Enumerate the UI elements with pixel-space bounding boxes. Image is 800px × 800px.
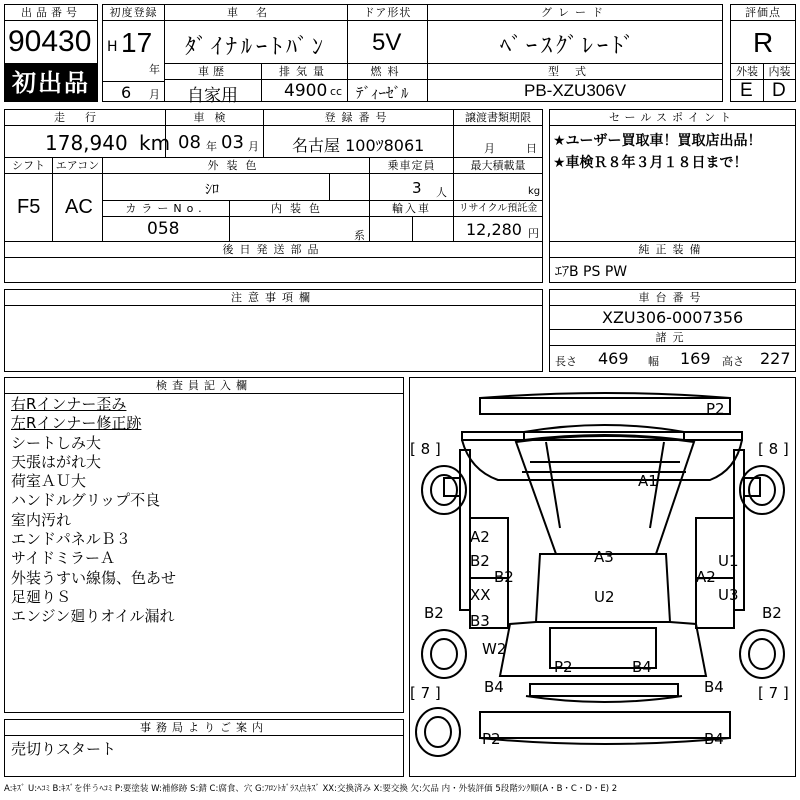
chassis-cell: [549, 305, 796, 330]
map-label-b4-mid: B4: [632, 658, 652, 676]
chassis: XZU306-0007356: [602, 308, 744, 327]
displacement: 4900: [284, 81, 328, 101]
inspector-line-2: 左Rインナー修正跡: [11, 414, 142, 433]
chassis-label: 車台番号: [549, 289, 796, 306]
ac-label: エアコン: [52, 157, 103, 174]
score-cell: [730, 20, 796, 64]
listing-no-label: 出品番号: [21, 6, 81, 19]
plate: 名古屋 100ﾂ8061: [292, 136, 425, 155]
ac-cell: [52, 173, 103, 242]
height: 227: [760, 349, 791, 368]
capacity-label: 乗車定員: [369, 157, 454, 174]
inspector-notes: [4, 393, 404, 713]
equipment-cell: [549, 257, 796, 283]
damage-map: [409, 377, 796, 777]
payload-unit: kg: [528, 186, 541, 197]
grade-label: グレード: [427, 4, 723, 21]
caution-cell: [4, 305, 543, 372]
fuel-label: 燃料: [347, 63, 428, 80]
plate-cell: [263, 125, 454, 158]
width-label: 幅: [648, 355, 659, 368]
score: R: [753, 27, 774, 58]
map-label-a2-right: A2: [696, 568, 716, 586]
inspector-line-5: 荷室ＡＵ大: [11, 472, 87, 491]
inspector-line-6: ハンドルグリップ不良: [11, 491, 161, 510]
model-label: 型式: [427, 63, 723, 80]
reg-cell: [102, 20, 165, 82]
mileage-cell: [4, 125, 171, 158]
shift: F5: [17, 196, 41, 218]
map-label-a3: A3: [594, 548, 614, 566]
exterior-label: 外装: [730, 63, 764, 80]
transfer-month-unit: 月: [484, 142, 495, 155]
map-label-a2-left: A2: [470, 528, 490, 546]
length: 469: [598, 349, 629, 368]
recycle-label: リサイクル預託金: [453, 200, 543, 217]
exterior-cell: [730, 79, 764, 102]
transfer-label: 譲渡書類期限: [453, 109, 543, 126]
map-label-b4-right: B4: [704, 678, 724, 696]
inspector-line-1: 右Rインナー歪み: [11, 395, 127, 413]
payload-label: 最大積載量: [453, 157, 543, 174]
import-cell-b: [412, 216, 454, 242]
map-label-b8-right: [ 8 ]: [758, 440, 789, 458]
insp-month: 03: [221, 132, 244, 153]
inspector-line-9: サイドミラーＡ: [11, 549, 115, 568]
car-name: ﾀﾞｲﾅﾙｰﾄﾊﾞﾝ: [185, 35, 328, 60]
map-label-xx: XX: [470, 586, 491, 604]
history: 自家用: [187, 86, 238, 106]
map-label-b4-left: B4: [484, 678, 504, 696]
reg-label: 初度登録: [102, 4, 165, 21]
int-color-unit: 系: [354, 229, 365, 242]
yen-unit: 円: [528, 227, 539, 240]
grade-cell: [427, 20, 723, 64]
map-label-a1: A1: [638, 472, 658, 490]
dims-cell: [549, 345, 796, 372]
equipment: ｴｱB PS PW: [555, 264, 628, 280]
map-label-b2-far-left: B2: [424, 604, 444, 622]
map-label-b2-far-right: B2: [762, 604, 782, 622]
office-label: 事務局よりご案内: [4, 719, 404, 736]
listing-no-cell: [4, 20, 98, 64]
import-cell-a: [369, 216, 413, 242]
map-label-p2-top: P2: [706, 400, 725, 418]
ac: AC: [65, 196, 93, 218]
map-label-b7-right: [ 7 ]: [758, 684, 789, 702]
inspector-line-8: エンドパネルＢ３: [11, 530, 131, 549]
map-label-u2: U2: [594, 588, 615, 606]
office-cell: [4, 735, 404, 777]
model: PB-XZU306V: [524, 81, 627, 100]
car-name-cell: [164, 20, 348, 64]
map-label-b8-left: [ 8 ]: [410, 440, 441, 458]
shift-label: シフト: [4, 157, 53, 174]
color-no-label: カラーNo.: [102, 200, 230, 217]
inspection-label: 車検: [165, 109, 264, 126]
capacity: 3: [412, 179, 422, 197]
inspector-line-11: 足廻りＳ: [11, 587, 72, 606]
grade: ﾍﾞｰｽｸﾞﾚｰﾄﾞ: [500, 34, 639, 59]
transfer-cell: [453, 125, 543, 158]
history-cell: [164, 79, 262, 106]
capacity-cell: [369, 173, 454, 201]
reg-era: H: [107, 39, 118, 55]
map-label-b7-left: [ 7 ]: [410, 684, 441, 702]
plate-label: 登録番号: [263, 109, 454, 126]
fuel: ﾃﾞｨｰｾﾞﾙ: [356, 84, 409, 102]
cc-unit: cc: [330, 85, 343, 98]
score-label: 評価点: [730, 4, 796, 21]
map-label-b2-left-upper: B2: [470, 552, 490, 570]
equipment-label: 純正装備: [549, 241, 796, 258]
int-color-label: 内装色: [229, 200, 370, 217]
first-listing-badge: 初出品: [4, 64, 98, 102]
vehicle-outline-diagram: [410, 378, 795, 776]
car-name-label: 車名: [164, 4, 348, 21]
reg-month: 6: [121, 83, 132, 102]
interior-label: 内装: [763, 63, 796, 80]
doors-label: ドア形状: [347, 4, 428, 21]
reg-year: 17: [121, 27, 153, 58]
inspector-line-4: 天張はがれ大: [11, 452, 102, 471]
history-label: 車歴: [164, 63, 262, 80]
interior-grade: D: [772, 80, 786, 101]
map-label-b4-bottom: B4: [704, 730, 724, 748]
sales-cell: [549, 125, 796, 242]
displacement-cell: [261, 79, 348, 102]
insp-month-unit: 月: [248, 140, 259, 153]
recycle-cell: [453, 216, 543, 242]
capacity-unit: 人: [436, 186, 447, 199]
sales-point-1: ★ユーザー買取車！買取店出品！: [553, 133, 762, 149]
transfer-day-unit: 日: [526, 142, 537, 155]
reg-month-cell: [102, 81, 165, 102]
map-label-p2-mid: P2: [554, 658, 573, 676]
height-label: 高さ: [722, 355, 744, 368]
inspection-cell: [165, 125, 264, 158]
recycle: 12,280: [466, 220, 522, 239]
caution-label: 注意事項欄: [4, 289, 543, 306]
length-label: 長さ: [555, 355, 577, 368]
model-cell: [427, 79, 723, 102]
km-unit: km: [139, 131, 171, 155]
color-extra-cell: [329, 173, 370, 201]
map-label-u3: U3: [718, 586, 739, 604]
insp-year: 08: [178, 132, 201, 153]
sales-point-2: ★車検Ｒ８年３月１８日まで！: [553, 155, 748, 171]
month-unit: 月: [149, 88, 160, 101]
color-no: 058: [147, 219, 180, 239]
int-color-cell: [229, 216, 370, 242]
dims-label: 諸元: [549, 329, 796, 346]
year-unit: 年: [149, 63, 160, 76]
insp-year-unit: 年: [206, 140, 217, 153]
width: 169: [680, 349, 711, 368]
doors-cell: [347, 20, 428, 64]
map-label-b3: B3: [470, 612, 490, 630]
later-parts-label: 後日発送部品: [4, 241, 543, 258]
listing-no-header: [4, 4, 98, 21]
sales-label: セールスポイント: [549, 109, 796, 126]
color: ｼﾛ: [205, 182, 219, 198]
inspector-line-12: エンジン廻りオイル漏れ: [11, 607, 175, 626]
map-label-u1: U1: [718, 552, 739, 570]
interior-cell: [763, 79, 796, 102]
import-label: 輸入車: [369, 200, 454, 217]
inspector-label: 検査員記入欄: [4, 377, 404, 394]
map-label-b2-left-mid: B2: [494, 568, 514, 586]
fuel-cell: [347, 79, 428, 102]
mileage-label: 走行: [4, 109, 166, 126]
legend: A:ｷｽﾞ U:ﾍｺﾐ B:ｷｽﾞを伴うﾍｺﾐ P:要塗装 W:補修跡 S:錆 C:腐食、穴 G:ﾌﾛﾝﾄｶﾞﾗｽ点ｷｽﾞ XX:交換済み X:要交換 欠:欠品 内・外装評価 5段階ﾗﾝｸ順(A・B・C・D・E) 2: [4, 784, 618, 794]
displacement-label: 排気量: [261, 63, 348, 80]
map-label-p2-bottom: P2: [482, 730, 501, 748]
office-text: 売切りスタート: [11, 740, 117, 758]
later-parts-cell: [4, 257, 543, 283]
shift-cell: [4, 173, 53, 242]
map-label-w2: W2: [482, 640, 507, 658]
color-label: 外装色: [102, 157, 370, 174]
listing-no: 90430: [8, 25, 92, 58]
inspector-line-7: 室内汚れ: [11, 510, 72, 529]
inspector-line-3: シートしみ大: [11, 433, 102, 452]
exterior-grade: E: [740, 80, 753, 101]
mileage: 178,940: [45, 131, 128, 155]
inspector-line-10: 外装うすい線傷、色あせ: [11, 568, 177, 587]
payload-cell: [453, 173, 543, 201]
color-no-cell: [102, 216, 230, 242]
doors: 5V: [372, 29, 402, 56]
